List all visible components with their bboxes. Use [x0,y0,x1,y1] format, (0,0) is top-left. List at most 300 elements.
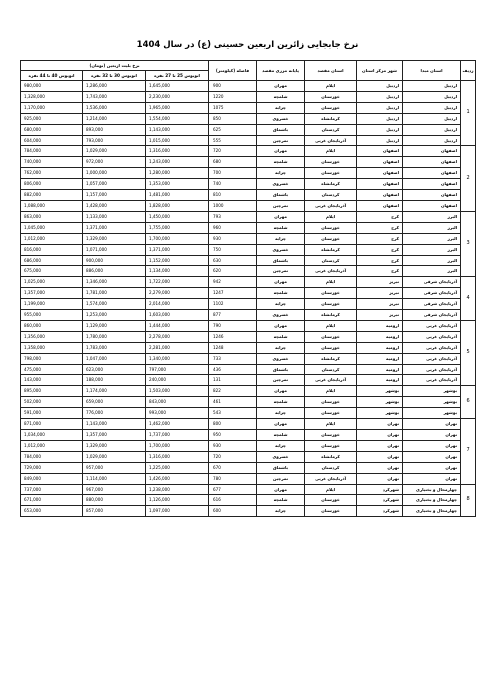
dest-province-cell: آذربایجان غربی [305,375,357,386]
fare-bus30-cell: 1,329,000 [83,440,146,451]
fare-bus40-cell: 729,000 [21,462,83,473]
distance-cell: 1102 [209,299,257,310]
fare-bus30-cell: 1,781,000 [83,288,146,299]
distance-cell: 930 [209,233,257,244]
table-row [21,451,476,462]
capital-cell: ارومیه [357,364,403,375]
table-row [21,102,476,113]
fare-bus30-cell: 1,536,000 [83,102,146,113]
fare-bus25-cell: 1,444,000 [146,320,209,331]
fare-bus40-cell: 849,000 [21,473,83,484]
origin-province-cell: البرز [403,255,461,266]
capital-cell: اصفهان [357,190,403,201]
border-cell: شلمچه [257,288,305,299]
dest-province-cell: کرمانشاه [305,310,357,321]
fare-bus40-cell: 895,000 [21,386,83,397]
border-cell: خسروی [257,310,305,321]
origin-province-cell: چهارمحال و بختیاری [403,506,461,517]
table-row [21,310,476,321]
border-cell: خسروی [257,113,305,124]
capital-cell: تهران [357,419,403,430]
border-cell: مهران [257,320,305,331]
distance-cell: 625 [209,124,257,135]
capital-cell: تهران [357,473,403,484]
border-cell: خسروی [257,353,305,364]
border-cell: مهران [257,146,305,157]
fare-bus40-cell: 680,000 [21,124,83,135]
border-cell: باشماق [257,462,305,473]
table-row [21,200,476,211]
fare-bus30-cell: 1,157,000 [83,190,146,201]
table-row [21,364,476,375]
fare-bus30-cell: 880,000 [83,495,146,506]
fare-bus25-cell: 843,000 [146,397,209,408]
header-bus30: اتوبوس 30 تا 32 نفره [83,71,146,81]
table-row [21,320,476,331]
border-cell: تمرچین [257,135,305,146]
dest-province-cell: خوزستان [305,299,357,310]
border-cell: مهران [257,484,305,495]
fare-bus30-cell: 1,071,000 [83,244,146,255]
origin-province-cell: آذربایجان غربی [403,353,461,364]
dest-province-cell: خوزستان [305,233,357,244]
fare-bus40-cell: 863,000 [21,211,83,222]
border-cell: تمرچین [257,473,305,484]
origin-province-cell: البرز [403,266,461,277]
distance-cell: 942 [209,277,257,288]
fare-bus25-cell: 797,000 [146,364,209,375]
fare-bus40-cell: 671,000 [21,495,83,506]
group-index-cell: 1 [461,81,476,146]
capital-cell: تبریز [357,299,403,310]
origin-province-cell: آذربایجان غربی [403,320,461,331]
distance-cell: 630 [209,255,257,266]
header-capital: شهر مرکز استان [357,61,403,81]
fare-bus25-cell: 1,462,000 [146,419,209,430]
header-distance: فاصله (کیلومتر) [209,61,257,81]
fare-bus30-cell: 1,371,000 [83,222,146,233]
origin-province-cell: تهران [403,473,461,484]
fare-bus40-cell: 816,000 [21,244,83,255]
fare-bus30-cell: 1,047,000 [83,353,146,364]
dest-province-cell: ایلام [305,386,357,397]
table-row [21,91,476,102]
capital-cell: کرج [357,222,403,233]
table-row [21,179,476,190]
border-cell: شلمچه [257,222,305,233]
header-fare-group: نرخ بلیت اربعین (تومان) [21,61,209,71]
distance-cell: 733 [209,353,257,364]
fare-bus30-cell: 1,133,000 [83,211,146,222]
border-cell: مهران [257,277,305,288]
fare-bus30-cell: 1,214,000 [83,113,146,124]
fare-bus40-cell: 1,358,000 [21,342,83,353]
distance-cell: 950 [209,430,257,441]
fare-bus40-cell: 1,199,000 [21,299,83,310]
fare-bus40-cell: 1,025,000 [21,277,83,288]
dest-province-cell: کردستان [305,364,357,375]
border-cell: تمرچین [257,266,305,277]
origin-province-cell: آذربایجان شرقی [403,310,461,321]
header-bus25: اتوبوس 25 تا 27 نفره [146,71,209,81]
fare-bus30-cell: 1,428,000 [83,200,146,211]
origin-province-cell: چهارمحال و بختیاری [403,484,461,495]
fare-bus40-cell: 1,012,000 [21,233,83,244]
table-row [21,135,476,146]
border-cell: شلمچه [257,397,305,408]
fare-bus25-cell: 240,000 [146,375,209,386]
border-cell: چزابه [257,440,305,451]
fare-bus30-cell: 1,129,000 [83,320,146,331]
origin-province-cell: اردبیل [403,91,461,102]
capital-cell: اردبیل [357,81,403,92]
fare-bus40-cell: 1,012,000 [21,440,83,451]
dest-province-cell: آذربایجان غربی [305,135,357,146]
fare-bus40-cell: 882,000 [21,190,83,201]
fare-bus25-cell: 2,279,000 [146,288,209,299]
distance-cell: 677 [209,484,257,495]
capital-cell: کرج [357,233,403,244]
dest-province-cell: کردستان [305,190,357,201]
dest-province-cell: خوزستان [305,102,357,113]
fare-bus40-cell: 1,034,000 [21,430,83,441]
fare-bus40-cell: 955,000 [21,310,83,321]
distance-cell: 900 [209,81,257,92]
capital-cell: تهران [357,430,403,441]
capital-cell: اصفهان [357,179,403,190]
capital-cell: ارومیه [357,375,403,386]
capital-cell: اصفهان [357,146,403,157]
dest-province-cell: آذربایجان غربی [305,266,357,277]
fare-bus40-cell: 1,045,000 [21,222,83,233]
fare-bus25-cell: 1,340,000 [146,353,209,364]
table-row [21,277,476,288]
capital-cell: شهرکرد [357,506,403,517]
group-index-cell: 2 [461,146,476,211]
capital-cell: بوشهر [357,408,403,419]
distance-cell: 930 [209,440,257,451]
fare-bus25-cell: 1,645,000 [146,81,209,92]
table-row [21,495,476,506]
fare-bus40-cell: 860,000 [21,320,83,331]
border-cell: چزابه [257,168,305,179]
dest-province-cell: کرمانشاه [305,353,357,364]
page-title: نرخ جابجایی زائرین اربعین حسینی (ع) در سال 1404 [136,40,359,50]
table-row [21,146,476,157]
fare-bus40-cell: 762,000 [21,168,83,179]
table-row [21,288,476,299]
dest-province-cell: کردستان [305,124,357,135]
border-cell: مهران [257,211,305,222]
distance-cell: 720 [209,146,257,157]
fare-bus40-cell: 604,000 [21,135,83,146]
fare-bus30-cell: 1,174,000 [83,386,146,397]
fare-bus30-cell: 893,000 [83,124,146,135]
border-cell: خسروی [257,451,305,462]
distance-cell: 600 [209,506,257,517]
distance-cell: 822 [209,386,257,397]
border-cell: چزابه [257,299,305,310]
fare-bus25-cell: 1,243,000 [146,157,209,168]
table-row [21,462,476,473]
table-row [21,506,476,517]
fare-bus30-cell: 1,000,000 [83,168,146,179]
origin-province-cell: اصفهان [403,190,461,201]
fare-bus30-cell: 188,000 [83,375,146,386]
dest-province-cell: کرمانشاه [305,113,357,124]
capital-cell: کرج [357,255,403,266]
dest-province-cell: آذربایجان غربی [305,473,357,484]
border-cell: باشماق [257,255,305,266]
origin-province-cell: اردبیل [403,113,461,124]
header-dest-province: استان مقصد [305,61,357,81]
capital-cell: شهرکرد [357,495,403,506]
fare-bus25-cell: 1,700,000 [146,440,209,451]
fare-bus40-cell: 737,000 [21,484,83,495]
fare-bus25-cell: 1,126,000 [146,495,209,506]
distance-cell: 780 [209,473,257,484]
table-row [21,331,476,342]
header-bus40: اتوبوس 40 تا 44 نفره [21,71,83,81]
distance-cell: 800 [209,419,257,430]
dest-province-cell: خوزستان [305,168,357,179]
distance-cell: 790 [209,320,257,331]
fare-bus40-cell: 784,000 [21,146,83,157]
dest-province-cell: کرمانشاه [305,179,357,190]
fare-table [20,60,476,517]
origin-province-cell: تهران [403,440,461,451]
table-row [21,473,476,484]
table-row [21,157,476,168]
origin-province-cell: تهران [403,451,461,462]
fare-bus40-cell: 653,000 [21,506,83,517]
dest-province-cell: خوزستان [305,91,357,102]
capital-cell: تبریز [357,310,403,321]
fare-bus30-cell: 967,000 [83,484,146,495]
distance-cell: 1075 [209,102,257,113]
border-cell: مهران [257,386,305,397]
origin-province-cell: بوشهر [403,408,461,419]
fare-bus40-cell: 675,000 [21,266,83,277]
fare-bus40-cell: 143,000 [21,375,83,386]
fare-bus25-cell: 993,000 [146,408,209,419]
origin-province-cell: اصفهان [403,200,461,211]
fare-bus25-cell: 1,737,000 [146,430,209,441]
border-cell: شلمچه [257,495,305,506]
fare-bus25-cell: 1,755,000 [146,222,209,233]
origin-province-cell: بوشهر [403,386,461,397]
fare-bus25-cell: 2,278,000 [146,331,209,342]
dest-province-cell: ایلام [305,81,357,92]
border-cell: چزابه [257,342,305,353]
fare-bus40-cell: 1,357,000 [21,288,83,299]
table-row [21,168,476,179]
origin-province-cell: اصفهان [403,168,461,179]
table-body [21,81,476,517]
origin-province-cell: البرز [403,211,461,222]
capital-cell: شهرکرد [357,484,403,495]
fare-bus30-cell: 1,029,000 [83,451,146,462]
capital-cell: ارومیه [357,342,403,353]
capital-cell: اصفهان [357,157,403,168]
capital-cell: اصفهان [357,168,403,179]
fare-bus25-cell: 1,238,000 [146,484,209,495]
distance-cell: 131 [209,375,257,386]
table-row [21,211,476,222]
capital-cell: اردبیل [357,124,403,135]
dest-province-cell: خوزستان [305,342,357,353]
fare-bus40-cell: 740,000 [21,157,83,168]
table-row [21,386,476,397]
group-index-cell: 4 [461,277,476,321]
capital-cell: کرج [357,244,403,255]
distance-cell: 1247 [209,288,257,299]
fare-bus25-cell: 2,230,000 [146,91,209,102]
fare-bus25-cell: 1,134,000 [146,266,209,277]
capital-cell: اردبیل [357,91,403,102]
fare-bus40-cell: 980,000 [21,81,83,92]
capital-cell: تهران [357,440,403,451]
table-row [21,440,476,451]
fare-bus40-cell: 784,000 [21,451,83,462]
distance-cell: 740 [209,179,257,190]
table-row [21,408,476,419]
fare-bus40-cell: 475,000 [21,364,83,375]
header-row-index: ردیف [461,61,476,81]
dest-province-cell: ایلام [305,277,357,288]
border-cell: خسروی [257,244,305,255]
border-cell: خسروی [257,179,305,190]
table-row [21,244,476,255]
group-index-cell: 5 [461,320,476,385]
dest-province-cell: کردستان [305,462,357,473]
origin-province-cell: البرز [403,233,461,244]
capital-cell: ارومیه [357,353,403,364]
table-header [21,61,476,81]
fare-bus30-cell: 857,000 [83,506,146,517]
table-row [21,113,476,124]
capital-cell: ارومیه [357,320,403,331]
table-row [21,353,476,364]
table-row [21,484,476,495]
fare-bus40-cell: 798,000 [21,353,83,364]
border-cell: مهران [257,419,305,430]
border-cell: شلمچه [257,331,305,342]
distance-cell: 436 [209,364,257,375]
fare-bus25-cell: 2,014,000 [146,299,209,310]
border-cell: چزابه [257,506,305,517]
table-row [21,233,476,244]
table-row [21,342,476,353]
fare-bus25-cell: 1,603,000 [146,310,209,321]
fare-bus40-cell: 686,000 [21,255,83,266]
fare-bus25-cell: 1,353,000 [146,179,209,190]
dest-province-cell: خوزستان [305,222,357,233]
origin-province-cell: آذربایجان غربی [403,375,461,386]
border-cell: باشماق [257,364,305,375]
dest-province-cell: خوزستان [305,495,357,506]
fare-bus30-cell: 1,253,000 [83,310,146,321]
dest-province-cell: ایلام [305,484,357,495]
origin-province-cell: چهارمحال و بختیاری [403,495,461,506]
fare-bus30-cell: 972,000 [83,157,146,168]
dest-province-cell: کرمانشاه [305,451,357,462]
header-origin-province: استان مبدا [403,61,461,81]
dest-province-cell: ایلام [305,146,357,157]
fare-bus30-cell: 793,000 [83,135,146,146]
border-cell: شلمچه [257,91,305,102]
fare-bus40-cell: 925,000 [21,113,83,124]
dest-province-cell: ایلام [305,419,357,430]
distance-cell: 850 [209,113,257,124]
group-index-cell: 8 [461,484,476,517]
fare-bus40-cell: 1,088,000 [21,200,83,211]
capital-cell: تبریز [357,277,403,288]
origin-province-cell: تهران [403,419,461,430]
dest-province-cell: خوزستان [305,408,357,419]
origin-province-cell: البرز [403,222,461,233]
header-border: پایانه مرزی مقصد [257,61,305,81]
dest-province-cell: خوزستان [305,440,357,451]
fare-bus25-cell: 1,371,000 [146,244,209,255]
fare-bus30-cell: 1,783,000 [83,342,146,353]
origin-province-cell: تهران [403,430,461,441]
distance-cell: 680 [209,157,257,168]
fare-bus30-cell: 1,029,000 [83,146,146,157]
fare-bus25-cell: 1,426,000 [146,473,209,484]
capital-cell: اردبیل [357,102,403,113]
fare-bus30-cell: 1,329,000 [83,233,146,244]
origin-province-cell: البرز [403,244,461,255]
distance-cell: 461 [209,397,257,408]
origin-province-cell: تهران [403,462,461,473]
capital-cell: تبریز [357,288,403,299]
origin-province-cell: اردبیل [403,102,461,113]
table-row [21,299,476,310]
fare-bus30-cell: 886,000 [83,266,146,277]
border-cell: باشماق [257,124,305,135]
capital-cell: اردبیل [357,113,403,124]
origin-province-cell: اردبیل [403,81,461,92]
fare-bus30-cell: 1,114,000 [83,473,146,484]
fare-bus30-cell: 776,000 [83,408,146,419]
group-index-cell: 6 [461,386,476,419]
distance-cell: 793 [209,211,257,222]
fare-bus25-cell: 1,965,000 [146,102,209,113]
distance-cell: 616 [209,495,257,506]
fare-bus30-cell: 1,143,000 [83,419,146,430]
dest-province-cell: آذربایجان غربی [305,200,357,211]
origin-province-cell: آذربایجان غربی [403,364,461,375]
capital-cell: تهران [357,462,403,473]
origin-province-cell: اردبیل [403,124,461,135]
origin-province-cell: آذربایجان شرقی [403,299,461,310]
fare-bus25-cell: 1,143,000 [146,124,209,135]
table-row [21,222,476,233]
distance-cell: 1248 [209,342,257,353]
fare-bus30-cell: 900,000 [83,255,146,266]
border-cell: چزابه [257,102,305,113]
fare-bus25-cell: 1,828,000 [146,200,209,211]
fare-bus30-cell: 1,743,000 [83,91,146,102]
fare-bus25-cell: 1,280,000 [146,168,209,179]
table-row [21,266,476,277]
border-cell: باشماق [257,190,305,201]
border-cell: مهران [257,81,305,92]
fare-bus25-cell: 1,481,000 [146,190,209,201]
distance-cell: 720 [209,451,257,462]
fare-bus25-cell: 1,316,000 [146,451,209,462]
